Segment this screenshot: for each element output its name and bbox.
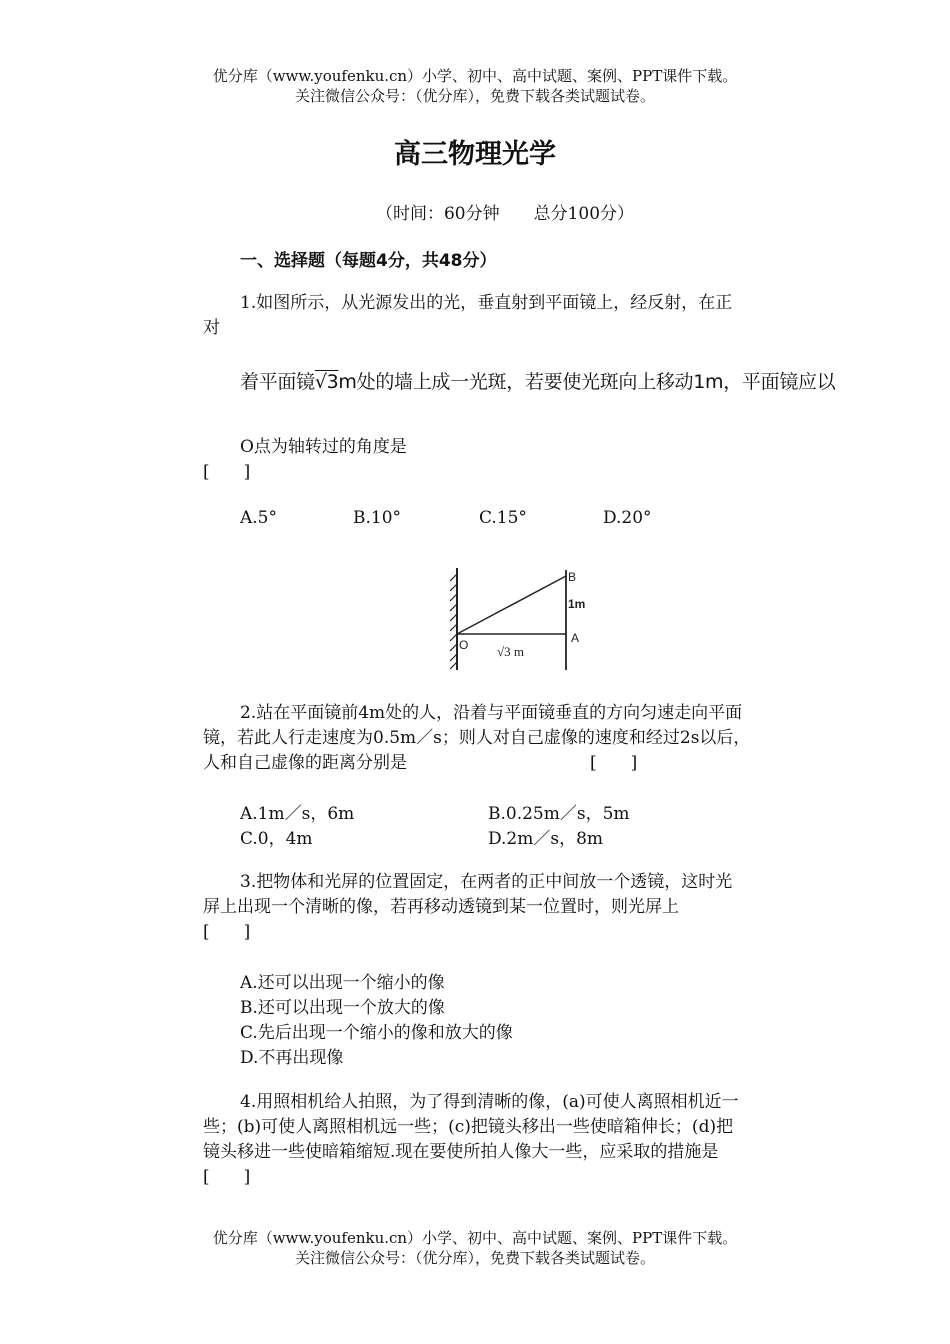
q1-line-1: 1.如图所示，从光源发出的光，垂直射到平面镜上，经反射，在正 [240, 293, 733, 313]
q4-line-1: 4.用照相机给人拍照，为了得到清晰的像，(a)可使人离照相机近一 [240, 1092, 739, 1112]
q3-option-d: D.不再出现像 [240, 1048, 344, 1068]
q2-line-1: 2.站在平面镜前4m处的人，沿着与平面镜垂直的方向匀速走向平面 [240, 703, 743, 723]
q1-option-c: C.15° [479, 508, 527, 528]
q1-option-d: D.20° [603, 508, 652, 528]
q1-option-a: A.5° [240, 508, 277, 528]
label-sqrt3m: √3 m [497, 644, 524, 659]
q1-figure [440, 562, 600, 674]
q4-line-3: 镜头移进一些使暗箱缩短.现在要使所拍人像大一些，应采取的措施是 [203, 1142, 719, 1162]
q3-line-1: 3.把物体和光屏的位置固定，在两者的正中间放一个透镜，这时光 [240, 872, 733, 892]
label-A: A [571, 631, 580, 645]
q3-option-a: A.还可以出现一个缩小的像 [240, 973, 445, 993]
q1-image-text-a: 着平面镜 [240, 371, 315, 393]
label-1m: 1m [568, 597, 586, 611]
q4-answer-bracket: [ ] [203, 1167, 251, 1187]
q2-option-b: B.0.25m／s，5m [488, 804, 630, 824]
mirror-wall [450, 568, 457, 670]
q3-option-b: B.还可以出现一个放大的像 [240, 998, 445, 1018]
q2-line-3: 人和自己虚像的距离分别是 [203, 753, 407, 773]
exam-info: （时间：60分钟 总分100分） [375, 204, 635, 224]
q1-image-line [240, 367, 835, 394]
q1-option-b: B.10° [353, 508, 402, 528]
q2-line-2: 镜，若此人行走速度为0.5m／s；则人对自己虚像的速度和经过2s以后， [203, 728, 751, 748]
header-line-1: 优分库（www.youfenku.cn）小学、初中、高中试题、案例、PPT课件下载。 [212, 67, 738, 85]
page-title: 高三物理光学 [394, 139, 556, 170]
q3-option-c: C.先后出现一个缩小的像和放大的像 [240, 1023, 513, 1043]
footer-line-2: 关注微信公众号：（优分库），免费下载各类试题试卷。 [294, 1249, 655, 1267]
q2-option-d: D.2m／s，8m [488, 829, 604, 849]
label-B: B [568, 570, 577, 584]
q1-sqrt3: √3 [314, 371, 339, 393]
q1-line-3: O点为轴转过的角度是 [240, 437, 407, 457]
q1-image-text-b: m处的墙上成一光斑，若要使光斑向上移动1m，平面镜应以 [338, 371, 836, 393]
header-line-2: 关注微信公众号：（优分库），免费下载各类试题试卷。 [294, 87, 655, 105]
q1-answer-bracket: [ ] [203, 462, 251, 482]
q2-answer-bracket: [ ] [590, 753, 638, 773]
label-O: O [459, 638, 469, 652]
line-OB [457, 576, 566, 634]
q3-answer-bracket: [ ] [203, 922, 251, 942]
q2-option-a: A.1m／s，6m [240, 804, 355, 824]
q1-line-2: 对 [203, 318, 220, 338]
footer-line-1: 优分库（www.youfenku.cn）小学、初中、高中试题、案例、PPT课件下载。 [212, 1229, 738, 1247]
q2-option-c: C.0，4m [240, 829, 313, 849]
q3-line-2: 屏上出现一个清晰的像，若再移动透镜到某一位置时，则光屏上 [203, 897, 679, 917]
q4-line-2: 些；(b)可使人离照相机远一些；(c)把镜头移出一些使暗箱伸长；(d)把 [203, 1117, 734, 1137]
section-heading: 一、选择题（每题4分，共48分） [240, 251, 497, 271]
